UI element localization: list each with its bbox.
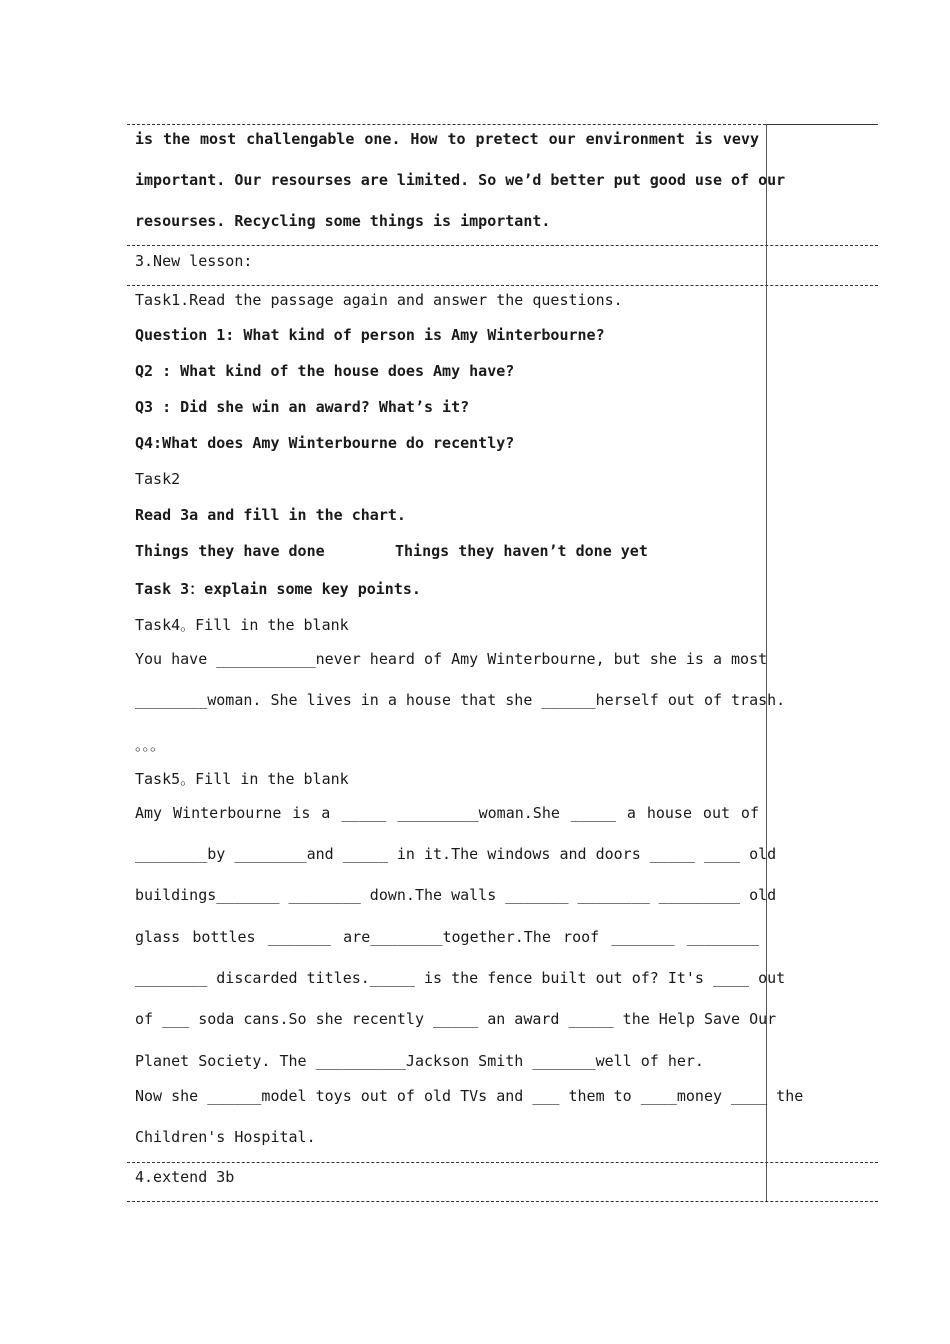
top-right-border <box>766 124 878 125</box>
bottom-divider <box>127 1201 878 1202</box>
task4-line-1: You have ___________never heard of Amy Winterbourne, but she is a most <box>135 650 768 668</box>
section3-heading: 3.New lesson: <box>135 252 253 270</box>
task1-title: Task1.Read the passage again and answer the questions. <box>135 291 623 309</box>
task5-line-7: Planet Society. The __________Jackson Smith _______well of her. <box>135 1052 704 1070</box>
task1-question-1: Question 1: What kind of person is Amy Winterbourne? <box>135 326 605 344</box>
intro-line-3: resourses. Recycling some things is important. <box>135 212 551 230</box>
task2-column-done: Things they have done <box>135 542 325 560</box>
task5-line-8: Now she ______model toys out of old TVs and ___ them to ____money ____ the <box>135 1087 804 1105</box>
task5-line-4: glass bottles _______ are________together.The roof _______ ________ <box>135 928 759 946</box>
task4-line-2: ________woman. She lives in a house that she ______herself out of trash. <box>135 691 786 709</box>
task5-line-9: Children's Hospital. <box>135 1128 316 1146</box>
section4-heading: 4.extend 3b <box>135 1168 235 1186</box>
task5-title: Task5。Fill in the blank <box>135 770 349 788</box>
intro-line-1: is the most challengable one. How to pretect our environment is vevy <box>135 130 759 148</box>
top-divider <box>127 124 766 125</box>
task1-question-4: Q4:What does Amy Winterbourne do recently? <box>135 434 515 452</box>
divider-before-task1 <box>127 285 878 286</box>
task2-title: Task2 <box>135 470 181 488</box>
task4-title: Task4。Fill in the blank <box>135 616 349 634</box>
divider-before-section3 <box>127 245 878 246</box>
task1-question-2: Q2 : What kind of the house does Amy have? <box>135 362 515 380</box>
task2-instruction: Read 3a and fill in the chart. <box>135 506 406 524</box>
task2-column-not-done: Things they haven’t done yet <box>395 542 648 560</box>
task5-line-2: ________by ________and _____ in it.The windows and doors _____ ____ old <box>135 845 777 863</box>
task5-line-3: buildings_______ ________ down.The walls _______ ________ _________ old <box>135 886 777 904</box>
task5-line-6: of ___ soda cans.So she recently _____ an award _____ the Help Save Our <box>135 1010 777 1028</box>
task4-ellipsis: 。。。 <box>135 736 166 754</box>
intro-line-2: important. Our resourses are limited. So we’d better put good use of our <box>135 171 786 189</box>
task5-line-5: ________ discarded titles._____ is the fence built out of? It's ____ out <box>135 969 786 987</box>
task3-title: Task 3：explain some key points. <box>135 580 421 598</box>
task1-question-3: Q3 : Did she win an award? What’s it? <box>135 398 470 416</box>
task5-line-1: Amy Winterbourne is a _____ _________woman.She _____ a house out of <box>135 804 759 822</box>
divider-before-section4 <box>127 1162 878 1163</box>
